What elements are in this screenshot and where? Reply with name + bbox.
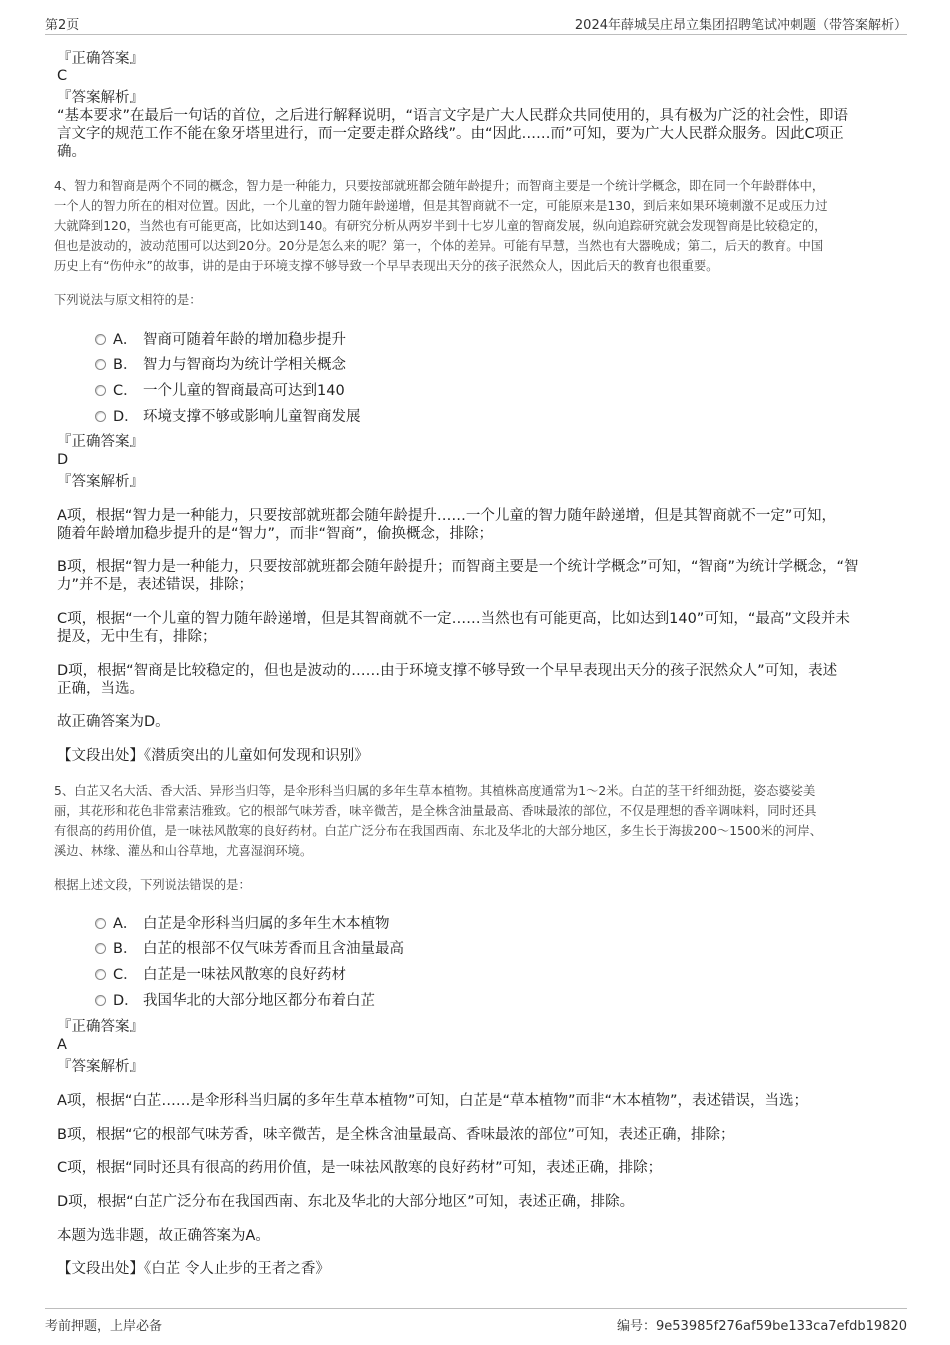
- q4-passage-line: 一个人的智力所在的相对位置。因此，一个儿童的智力随年龄递增，但是其智商就不一定，可能原来是130，到后来如果环境刺激不足或压力过: [54, 199, 828, 213]
- q5-passage-line: 丽，其花形和花色非常素洁雅致。它的根部气味芳香，味辛微苦，是全株含油量最高、香味最浓的部位，不仅是理想的香辛调味料，同时还具: [54, 804, 817, 818]
- q3-analysis-line: 言文字的规范工作不能在象牙塔里进行，而一定要走群众路线”。由“因此……而”可知，要为广大人民群众服务。因此C项正: [57, 126, 844, 142]
- q3-answer: C: [57, 68, 68, 84]
- q4-analysis-a: A项，根据“智力是一种能力，只要按部就班都会随年龄提升……一个儿童的智力随年龄递增，但是其智商就不一定”可知，: [57, 508, 836, 524]
- q5-analysis-a: A项，根据“白芷……是伞形科当归属的多年生草本植物”可知，白芷是“草本植物”而非“木本植物”，表述错误，当选；: [57, 1093, 808, 1109]
- page-footer: [45, 1308, 907, 1335]
- q5-option-d[interactable]: D． 我国华北的大部分地区都分布着白芷: [95, 989, 375, 1009]
- q5-passage-line: 有很高的药用价值，是一味祛风散寒的良好药材。白芷广泛分布在我国西南、东北及华北的大部分地区，多生长于海拔200～1500米的河岸、: [54, 824, 822, 838]
- q4-passage-line: 历史上有“伤仲永”的故事，讲的是由于环境支撑不够导致一个早早表现出天分的孩子泯然众人，因此后天的教育也很重要。: [54, 259, 719, 273]
- q4-analysis-c: 提及，无中生有，排除；: [57, 629, 217, 645]
- q4-analysis-label: 『答案解析』: [57, 474, 144, 490]
- radio-icon[interactable]: [95, 918, 106, 929]
- q4-option-b[interactable]: B． 智力与智商均为统计学相关概念: [95, 353, 346, 373]
- q4-analysis-d: D项，根据“智商是比较稳定的，但也是波动的……由于环境支撑不够导致一个早早表现出天分的孩子泯然众人”可知，表述: [57, 663, 838, 679]
- page-number: 第2页: [45, 18, 80, 33]
- q5-passage-line: 5、白芷又名大活、香大活、异形当归等，是伞形科当归属的多年生草本植物。其植株高度通常为1～2米。白芷的茎干纤细劲挺，姿态婆娑美: [54, 784, 816, 798]
- q4-analysis-d: 正确，当选。: [57, 681, 144, 697]
- q4-passage-line: 但也是波动的，波动范围可以达到20分。20分是怎么来的呢？第一，个体的差异。可能有早慧，当然也有大器晚成；第二，后天的教育。中国: [54, 239, 824, 253]
- q3-analysis-line: 确。: [57, 144, 86, 160]
- q4-passage-line: 4、智力和智商是两个不同的概念，智力是一种能力，只要按部就班都会随年龄提升；而智商主要是一个统计学概念，即在同一个年龄群体中，: [54, 179, 825, 193]
- q4-option-a[interactable]: A． 智商可随着年龄的增加稳步提升: [95, 328, 346, 348]
- q4-answer-label: 『正确答案』: [57, 434, 144, 450]
- q5-question: 根据上述文段，下列说法错误的是：: [54, 878, 251, 892]
- q5-option-c[interactable]: C． 白芷是一味祛风散寒的良好药材: [95, 963, 346, 983]
- document-title: 2024年薛城吴庄昂立集团招聘笔试冲刺题（带答案解析）: [574, 18, 907, 33]
- q5-conclusion: 本题为选非题，故正确答案为A。: [57, 1228, 270, 1244]
- q5-answer: A: [57, 1037, 67, 1053]
- q4-analysis-b: B项，根据“智力是一种能力，只要按部就班都会随年龄提升；而智商主要是一个统计学概念”可知，“智商”为统计学概念，“智: [57, 559, 859, 575]
- q4-option-d[interactable]: D． 环境支撑不够或影响儿童智商发展: [95, 405, 361, 425]
- q4-analysis-b: 力”并不是，表述错误，排除；: [57, 577, 254, 593]
- q4-passage-line: 大就降到120，当然也有可能更高，比如达到140。有研究分析从两岁半到十七岁儿童的智商发展，纵向追踪研究就会发现智商是比较稳定的，: [54, 219, 827, 233]
- footer-slogan: 考前押题，上岸必备: [45, 1319, 163, 1334]
- radio-icon[interactable]: [95, 359, 106, 370]
- radio-icon[interactable]: [95, 411, 106, 422]
- q5-analysis-d: D项，根据“白芷广泛分布在我国西南、东北及华北的大部分地区”可知，表述正确，排除。: [57, 1194, 635, 1210]
- q5-source: 【文段出处】《白芷 令人止步的王者之香》: [57, 1261, 330, 1277]
- q4-source: 【文段出处】《潜质突出的儿童如何发现和识别》: [57, 748, 369, 764]
- q3-analysis-label: 『答案解析』: [57, 90, 144, 106]
- q5-analysis-c: C项，根据“同时还具有很高的药用价值，是一味祛风散寒的良好药材”可知，表述正确，排除；: [57, 1160, 663, 1176]
- document-id: 编号：9e53985f276af59be133ca7efdb19820: [617, 1319, 907, 1334]
- page-header: [45, 12, 907, 35]
- q3-analysis-line: “基本要求”在最后一句话的首位，之后进行解释说明，“语言文字是广大人民群众共同使用的，具有极为广泛的社会性，即语: [57, 108, 849, 124]
- radio-icon[interactable]: [95, 969, 106, 980]
- radio-icon[interactable]: [95, 334, 106, 345]
- q5-answer-label: 『正确答案』: [57, 1019, 144, 1035]
- q4-analysis-c: C项，根据“一个儿童的智力随年龄递增，但是其智商就不一定……当然也有可能更高，比如达到140”可知，“最高”文段并未: [57, 611, 850, 627]
- q4-conclusion: 故正确答案为D。: [57, 714, 170, 730]
- q5-passage-line: 溪边、林缘、灌丛和山谷草地，尤喜湿润环境。: [54, 844, 313, 858]
- q4-answer: D: [57, 452, 69, 468]
- radio-icon[interactable]: [95, 995, 106, 1006]
- q3-answer-label: 『正确答案』: [57, 51, 144, 67]
- q4-question: 下列说法与原文相符的是：: [54, 293, 202, 307]
- q5-option-a[interactable]: A． 白芷是伞形科当归属的多年生木本植物: [95, 912, 390, 932]
- radio-icon[interactable]: [95, 385, 106, 396]
- q5-option-b[interactable]: B． 白芷的根部不仅气味芳香而且含油量最高: [95, 937, 404, 957]
- q4-option-c[interactable]: C． 一个儿童的智商最高可达到140: [95, 379, 345, 399]
- radio-icon[interactable]: [95, 943, 106, 954]
- q5-analysis-b: B项，根据“它的根部气味芳香，味辛微苦，是全株含油量最高、香味最浓的部位”可知，表述正确，排除；: [57, 1127, 735, 1143]
- q5-analysis-label: 『答案解析』: [57, 1059, 144, 1075]
- q4-analysis-a: 随着年龄增加稳步提升的是“智力”，而非“智商”，偷换概念，排除；: [57, 526, 494, 542]
